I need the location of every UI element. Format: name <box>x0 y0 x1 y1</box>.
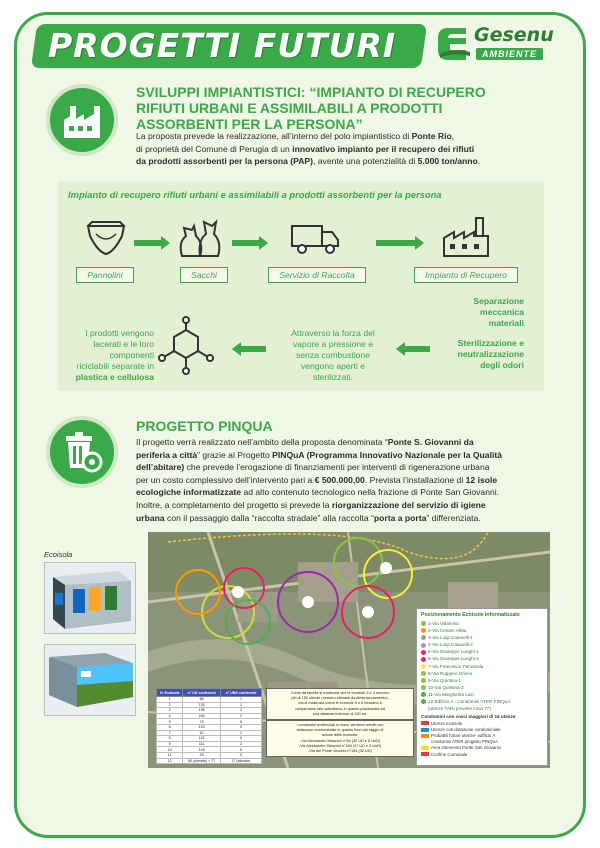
step-label-impianto: Impianto di Recupero <box>414 267 518 283</box>
map-legend <box>416 608 548 766</box>
legend-item: 9-Via Quintina-1 <box>421 677 543 684</box>
table-row: 8 102 0 <box>157 736 262 742</box>
legend-marker-icon <box>421 650 426 655</box>
legend-marker-icon <box>421 685 426 690</box>
legend-item: 2-Via Cesare Abba <box>421 627 543 634</box>
legend-swatch-icon <box>421 734 429 738</box>
ecoisola-photo-2 <box>44 644 136 716</box>
pinqua-circle <box>46 416 118 488</box>
diaper-icon <box>84 218 128 258</box>
step-label-raccolta: Servizio di Raccolta <box>268 267 366 283</box>
table-row: 11 93 5 <box>157 752 262 758</box>
legend-item: 11-Via Margherita Lazi <box>421 691 543 698</box>
step-label-pannolini: Pannolini <box>76 267 134 283</box>
gesenu-logo <box>436 22 556 68</box>
table-row: 2 135 1 <box>157 702 262 708</box>
legend-swatch-icon <box>421 752 429 756</box>
table-header-ecoisola: N. Ecoisola <box>157 689 183 697</box>
legend-marker-icon <box>421 678 426 683</box>
process-arrow-1 <box>134 240 162 246</box>
section1-paragraph: La proposta prevede la realizzazione, all’interno del polo impiantistico di Ponte Rio, di proprietà del Comune di Perugia di un innovativo impianto per il recupero dei rifiuti da prodotti assorbenti per la persona (PAP), avente una potenzialità di 5.000 ton/anno. <box>136 131 481 167</box>
legend-row: Utenze ecoisole <box>421 721 543 727</box>
factory-circle <box>46 84 118 156</box>
legend-item: 4-Via Luigi Catanelli-2 <box>421 641 543 648</box>
table-row: 4 160 2 <box>157 713 262 719</box>
process-arrow-3 <box>376 240 416 246</box>
legend-marker-icon <box>421 643 426 648</box>
note-sterilizzazione: Sterilizzazione e neutralizzazione degli odori <box>457 338 524 370</box>
legend-marker-icon <box>421 699 426 704</box>
table-row: 3 198 2 <box>157 708 262 714</box>
legend-marker-icon <box>421 621 426 626</box>
recycle-bin-gear-icon <box>50 420 114 484</box>
table-row: 9 111 2 <box>157 741 262 747</box>
legend-row: Area intervento Ponte San Giovanni <box>421 745 543 751</box>
table-row: 10 105 5 <box>157 747 262 753</box>
map-note-ecoisole: Come da tabella si evidenzia che le ecoisole 3 e 4 servono più di 150 utenze (numero ottimale da dimensionamento), ma si evidenzia come le ecoisole 5 e 6 riescano a compensare tale sottostima, in quanto posizionate ad una distanza inferiore di 150 mt. <box>266 688 414 720</box>
legend-item: 6-Via Giuseppe Lunghi-2 <box>421 655 543 662</box>
section1-title: SVILUPPI IMPIANTISTICI: “IMPIANTO DI RECUPERO RIFIUTI URBANI E ASSIMILABILI A PRODOTTI ASSORBENTI PER LA PERSONA” <box>136 84 486 132</box>
legend-swatch-icon <box>421 746 429 750</box>
legend-row: Confine Comunale <box>421 752 543 758</box>
note-lacerati: I prodotti vengono lacerati e le loro componenti riciclabili separate in plastica e cellulosa <box>75 328 154 382</box>
table-row: 7 62 1 <box>157 730 262 736</box>
legend-item: 8-Via Ruggero Grieco <box>421 670 543 677</box>
ecoisole-table <box>156 688 262 764</box>
legend-marker-icon <box>421 635 426 640</box>
table-header-und: n° UND conferenti <box>220 689 261 697</box>
legend-swatch-icon <box>421 728 429 732</box>
legend-marker-icon <box>421 706 426 711</box>
legend-marker-icon <box>421 664 426 669</box>
ecoisola-photo-1 <box>44 562 136 634</box>
legend-marker-icon <box>421 692 426 697</box>
legend-subtitle: Condomini con civici maggiori di 15 utenze <box>421 714 516 720</box>
legend-item: 1-Via Valamnia <box>421 620 543 627</box>
logo-name: Gesenu <box>474 24 554 46</box>
process-arrow-2 <box>232 240 260 246</box>
legend-swatch-icon <box>421 740 429 744</box>
legend-item: 3-Via Luigi Catanelli-1 <box>421 634 543 641</box>
logo-sub: AMBIENTE <box>476 48 543 60</box>
table-row: 5 75 6 <box>157 719 262 725</box>
table-row: 1 66 1 <box>157 697 262 703</box>
molecule-icon <box>154 316 218 376</box>
page-title: PROGETTI FUTURI <box>48 26 397 65</box>
legend-row: Utenze con dotazione condominiale <box>421 727 543 733</box>
gesenu-logo-icon <box>436 24 472 64</box>
legend-marker-icon <box>421 671 426 676</box>
legend-item: (utenze TARI previste circa 77) <box>421 705 543 712</box>
legend-item: 7-Via Francesco Panzarola <box>421 663 543 670</box>
legend-marker-icon <box>421 657 426 662</box>
legend-row: condomini ATER progetto PINQuA <box>421 739 543 745</box>
legend-item: 12-Edificio A - Condomini ATER PINQuA <box>421 698 543 705</box>
factory-icon <box>50 88 114 152</box>
step-label-sacchi: Sacchi <box>180 267 228 283</box>
legend-title: Posizionamento Ecoisole Informatizzate <box>421 612 520 618</box>
process-arrow-5 <box>240 346 266 352</box>
note-vapore: Attraverso la forza del vapore a pressione e senza combustione vengono aperti e sterilizzati. <box>291 328 375 382</box>
factory-outline-icon <box>440 214 492 260</box>
process-arrow-4 <box>404 346 430 352</box>
ecoisola-label: Ecoisola <box>44 550 73 559</box>
legend-swatch-icon <box>421 721 429 725</box>
table-row: 12 60 (stimate) + 77 17 (stimate) <box>157 758 262 764</box>
legend-row: Probabili future utenze- edificio A <box>421 733 543 739</box>
table-row: 6 133 0 <box>157 724 262 730</box>
legend-item: 10-Via Quintina-2 <box>421 684 543 691</box>
ecoisola-container-image <box>45 563 136 634</box>
note-separazione: Separazione meccanica materiali <box>473 296 524 328</box>
process-title: Impianto di recupero rifiuti urbani e assimilabili a prodotti assorbenti per la persona <box>68 189 442 200</box>
section2-title: PROGETTO PINQUA <box>136 418 273 434</box>
map-note-condomini: I condomini evidenziati in rosso verranno serviti con dotazione condominiale in quanto fuori dal raggio di azione delle ecoisole: -Via Alessandro Manzoni n°84 (32 UD e 8 UnD) -Via Alessandro Manzoni n°164 (37 UD e 2 UnD) -Via del Ponte Vecchio n°154 (32 UD) <box>266 720 414 757</box>
legend-marker-icon <box>421 628 426 633</box>
truck-icon <box>290 222 342 256</box>
bags-icon <box>176 216 224 260</box>
legend-item: 5-Via Giuseppe Lunghi-1 <box>421 648 543 655</box>
section2-paragraph: Il progetto verrà realizzato nell’ambito della proposta denominata “Ponte S. Giovanni da periferia a città” grazie al Progetto PINQuA (Programma Innovativo Nazionale per la Qualità dell’abitare) che prevede l’erogazione di finanziamenti per interventi di rigenerazione urbana per un costo complessivo dell’intervento pari a € 500.000,00. Prevista l’installazione di 12 isole ecologiche informatizzate ad alto contenuto tecnologico nella frazione di Ponte San Giovanni. Inoltre, a completamento del progetto si prevede la riorganizzazione del servizio di igiene urbana con il passaggio dalla “raccolta stradale” alla raccolta “porta a porta” differenziata. <box>136 437 502 523</box>
table-header-ud: n° UD conferenti <box>183 689 221 697</box>
ecoisola-wrapped-image <box>45 645 136 716</box>
